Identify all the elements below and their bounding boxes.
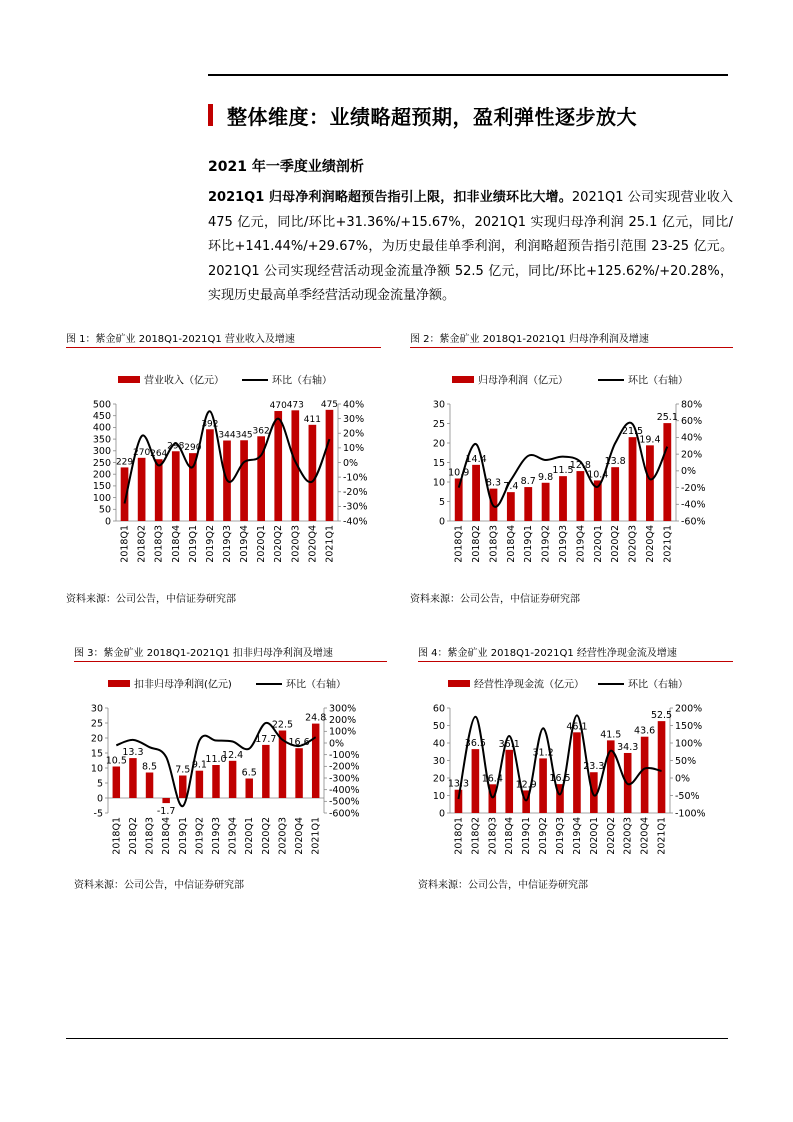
- right-axis-tick-label: 100%: [675, 738, 703, 750]
- legend-bar-label: 营业收入（亿元）: [144, 375, 224, 387]
- bar-2018Q4: [505, 750, 513, 813]
- category-label: 2021Q1: [324, 525, 336, 563]
- bar-2018Q2: [129, 758, 136, 798]
- left-axis-tick-label: 500: [92, 399, 111, 411]
- paragraph-lead: 2021Q1 归母净利润略超预告指引上限，扣非业绩环比大增。: [208, 190, 572, 205]
- right-axis-tick-label: -100%: [329, 749, 360, 761]
- data-label: 362: [252, 426, 270, 437]
- bar-2019Q1: [524, 487, 532, 521]
- right-axis-tick-label: -40%: [343, 516, 368, 528]
- bar-2021Q1: [663, 423, 671, 521]
- bar-2021Q1: [312, 724, 319, 798]
- data-label: 10.9: [448, 467, 470, 479]
- legend-bar-swatch: [108, 680, 130, 687]
- figure-3-source: 资料来源：公司公告，中信证券研究部: [74, 880, 244, 891]
- category-label: 2018Q1: [453, 525, 465, 563]
- data-label: 470: [269, 401, 287, 412]
- category-label: 2019Q2: [540, 525, 552, 563]
- bar-2018Q3: [146, 773, 153, 799]
- category-label: 2020Q3: [277, 817, 289, 855]
- right-axis-tick-label: 150%: [675, 720, 703, 732]
- category-label: 2019Q1: [521, 817, 533, 855]
- right-axis-tick-label: 20%: [343, 428, 365, 440]
- figure-4-rule: [418, 661, 733, 662]
- right-axis-tick-label: -200%: [329, 761, 360, 773]
- legend-line-label: 环比（右轴）: [628, 679, 688, 691]
- category-label: 2019Q4: [571, 817, 583, 855]
- left-axis-tick-label: 20: [432, 438, 445, 450]
- bar-2018Q3: [155, 459, 163, 521]
- category-label: 2020Q3: [290, 525, 302, 563]
- subsection-title: 2021 年一季度业绩剖析: [208, 159, 364, 175]
- left-axis-tick-label: 200: [92, 469, 111, 481]
- left-axis-tick-label: -5: [93, 808, 103, 820]
- data-label: 13.8: [604, 456, 626, 468]
- data-label: 14.4: [465, 453, 487, 465]
- bar-2020Q4: [295, 748, 302, 798]
- bar-2019Q2: [539, 758, 547, 813]
- bar-2018Q4: [172, 451, 180, 521]
- left-axis-tick-label: 15: [90, 748, 103, 760]
- figure-3-title: 图 3：紫金矿业 2018Q1-2021Q1 扣非归母净利润及增速: [74, 648, 333, 659]
- category-label: 2020Q1: [244, 817, 256, 855]
- left-axis-tick-label: 0: [96, 793, 103, 805]
- category-label: 2018Q2: [471, 525, 483, 563]
- category-label: 2019Q3: [211, 817, 222, 855]
- category-label: 2018Q4: [170, 525, 182, 563]
- data-label: 411: [303, 414, 321, 425]
- data-label: 16.4: [481, 773, 503, 785]
- category-label: 2020Q4: [639, 817, 651, 855]
- data-label: 16.6: [288, 737, 310, 749]
- category-label: 2019Q4: [227, 817, 239, 855]
- data-label: 13.3: [122, 747, 144, 759]
- bar-2020Q2: [262, 745, 269, 798]
- data-label: 11.5: [552, 465, 574, 477]
- category-label: 2019Q1: [523, 525, 535, 563]
- left-axis-tick-label: 350: [92, 434, 111, 446]
- right-axis-tick-label: -600%: [329, 808, 360, 820]
- data-label: 298: [167, 441, 185, 452]
- bar-2019Q2: [542, 483, 550, 521]
- bar-2020Q4: [309, 425, 317, 521]
- category-label: 2020Q3: [622, 817, 634, 855]
- data-label: 475: [320, 399, 339, 410]
- data-label: 25.1: [656, 412, 678, 424]
- left-axis-tick-label: 400: [92, 422, 111, 434]
- left-axis-tick-label: 20: [90, 733, 103, 745]
- left-axis-tick-label: 0: [104, 516, 111, 528]
- bar-2020Q3: [629, 437, 637, 521]
- left-axis-tick-label: 30: [90, 703, 103, 715]
- right-axis-tick-label: 80%: [681, 399, 703, 411]
- data-label: 344: [218, 430, 236, 441]
- left-axis-tick-label: 250: [92, 457, 111, 469]
- bar-2019Q3: [559, 476, 567, 521]
- left-axis: [93, 399, 116, 527]
- right-axis-tick-label: -300%: [329, 773, 360, 785]
- data-label: 392: [201, 419, 219, 430]
- right-axis-tick-label: 20%: [681, 449, 703, 461]
- data-label: 24.8: [305, 712, 327, 724]
- right-axis: [324, 703, 360, 819]
- right-axis: [670, 703, 706, 819]
- data-label: 345: [235, 430, 253, 441]
- data-label: 12.4: [222, 749, 244, 761]
- chart-legend: [118, 374, 332, 387]
- data-label: 7.4: [503, 481, 519, 493]
- bar-2019Q4: [573, 732, 581, 813]
- data-label: 473: [286, 400, 304, 411]
- right-axis-tick-label: -20%: [681, 482, 706, 494]
- category-label: 2018Q4: [161, 817, 173, 855]
- category-label: 2019Q1: [187, 525, 199, 563]
- left-axis-tick-label: 10: [432, 790, 445, 802]
- bar-2018Q4: [507, 492, 515, 521]
- category-label: 2021Q1: [310, 817, 322, 855]
- data-label: 13.3: [447, 778, 470, 790]
- bar-2020Q2: [611, 467, 619, 521]
- category-label: 2020Q4: [307, 525, 319, 563]
- legend-line-label: 环比（右轴）: [272, 375, 332, 387]
- left-axis-tick-label: 300: [92, 446, 111, 458]
- data-label: -1.7: [156, 806, 176, 818]
- bar-series: [121, 410, 334, 521]
- figure-1-source: 资料来源：公司公告，中信证券研究部: [66, 594, 236, 605]
- category-label: 2018Q3: [153, 525, 165, 563]
- bar-2019Q4: [240, 440, 248, 521]
- data-label: 34.3: [617, 741, 639, 753]
- legend-line-label: 环比（右轴）: [628, 375, 688, 387]
- left-axis-tick-label: 150: [92, 481, 111, 493]
- left-axis-tick-label: 0: [438, 516, 445, 528]
- bar-2018Q2: [138, 458, 146, 521]
- left-axis-tick-label: 5: [438, 496, 445, 508]
- right-axis-tick-label: 100%: [329, 726, 357, 738]
- left-axis-tick-label: 50: [432, 720, 445, 732]
- data-label: 43.6: [634, 725, 656, 737]
- right-axis-tick-label: 50%: [675, 755, 697, 767]
- right-axis-tick-label: -400%: [329, 784, 360, 796]
- figure-4: [418, 647, 733, 662]
- right-axis-tick-label: 0%: [681, 466, 697, 478]
- category-label: 2018Q1: [119, 525, 131, 563]
- category-label: 2020Q2: [610, 525, 622, 563]
- bar-2019Q4: [576, 471, 584, 521]
- figure-3: [74, 647, 387, 662]
- bar-2020Q4: [646, 445, 654, 521]
- right-axis-tick-label: -100%: [675, 808, 706, 820]
- deducted-profit-chart: [74, 672, 387, 872]
- right-axis-tick-label: 0%: [675, 773, 691, 785]
- bottom-rule: [66, 1038, 728, 1039]
- figure-1-title: 图 1：紫金矿业 2018Q1-2021Q1 营业收入及增速: [66, 334, 295, 345]
- bar-2018Q2: [472, 749, 480, 813]
- data-label: 11.0: [205, 754, 227, 765]
- right-axis-tick-label: 300%: [329, 703, 357, 715]
- category-label: 2021Q1: [662, 525, 674, 563]
- category-label: 2019Q2: [194, 817, 206, 855]
- category-label: 2018Q1: [453, 817, 465, 855]
- category-label: 2018Q2: [470, 817, 482, 855]
- bar-2019Q4: [229, 761, 236, 798]
- data-label: 46.1: [566, 721, 588, 733]
- category-label: 2020Q1: [592, 525, 604, 563]
- legend-bar-label: 经营性净现金流（亿元）: [474, 679, 584, 691]
- heading-marker: [208, 104, 213, 126]
- bar-2020Q1: [245, 779, 252, 799]
- right-axis-tick-label: -10%: [343, 472, 368, 484]
- figure-3-rule: [74, 661, 387, 662]
- body-paragraph: [208, 186, 733, 309]
- top-rule: [208, 74, 728, 76]
- data-label: 10.4: [587, 469, 609, 481]
- data-label: 12.9: [515, 779, 537, 791]
- bar-2019Q1: [179, 776, 186, 799]
- net-profit-chart: [410, 366, 733, 588]
- right-axis-tick-label: 30%: [343, 413, 365, 425]
- data-label: 10.5: [105, 755, 127, 767]
- section-heading: [208, 100, 637, 130]
- data-label: 22.5: [271, 719, 294, 731]
- left-axis-tick-label: 30: [432, 399, 445, 411]
- right-axis-tick-label: -500%: [329, 796, 360, 808]
- category-label: 2018Q2: [127, 817, 139, 855]
- chart-legend: [452, 374, 688, 387]
- data-label: 12.8: [569, 460, 591, 472]
- figure-2-title: 图 2：紫金矿业 2018Q1-2021Q1 归母净利润及增速: [410, 334, 649, 345]
- bar-2021Q1: [326, 410, 334, 521]
- bar-2018Q1: [113, 767, 120, 799]
- left-axis-tick-label: 25: [90, 718, 103, 730]
- figure-2-source: 资料来源：公司公告，中信证券研究部: [410, 594, 580, 605]
- data-label: 19.4: [639, 434, 661, 446]
- right-axis-tick-label: 40%: [681, 432, 703, 444]
- category-label: 2018Q3: [488, 525, 500, 563]
- figure-4-source: 资料来源：公司公告，中信证券研究部: [418, 880, 588, 891]
- category-label: 2018Q4: [505, 525, 517, 563]
- bar-2018Q1: [455, 790, 463, 813]
- right-axis-tick-label: -30%: [343, 501, 368, 513]
- legend-bar-label: 扣非归母净利润(亿元): [134, 679, 232, 691]
- data-label: 9.8: [538, 471, 554, 483]
- data-label: 52.5: [650, 710, 673, 722]
- data-label: 6.5: [241, 767, 257, 779]
- data-label: 290: [184, 443, 202, 454]
- left-axis-tick-label: 15: [432, 457, 445, 469]
- figure-2: [410, 333, 733, 348]
- category-label: 2019Q4: [575, 525, 587, 563]
- operating-cashflow-chart: [418, 672, 733, 872]
- bar-2021Q1: [658, 721, 666, 813]
- legend-bar-label: 归母净利润（亿元）: [478, 375, 568, 387]
- bar-2020Q2: [274, 411, 282, 521]
- right-axis-tick-label: 40%: [343, 399, 365, 411]
- left-axis-tick-label: 5: [96, 778, 103, 790]
- data-label: 41.5: [600, 729, 622, 741]
- category-label: 2019Q2: [538, 817, 550, 855]
- legend-bar-swatch: [118, 376, 140, 383]
- figure-2-rule: [410, 347, 733, 348]
- category-label: 2018Q1: [111, 817, 123, 855]
- figure-1-rule: [66, 347, 381, 348]
- data-label: 36.5: [464, 738, 486, 750]
- category-label: 2020Q2: [605, 817, 617, 855]
- right-axis-tick-label: 0%: [343, 457, 359, 469]
- data-label: 21.5: [621, 426, 644, 438]
- data-label: 9.1: [191, 759, 207, 771]
- right-axis-tick-label: 200%: [329, 714, 357, 726]
- left-axis-tick-label: 40: [432, 738, 445, 750]
- data-labels: [106, 713, 327, 818]
- category-label: 2021Q1: [656, 817, 668, 855]
- left-axis-tick-label: 10: [90, 763, 103, 775]
- left-axis-tick-label: 50: [98, 504, 111, 516]
- category-label: 2020Q3: [627, 525, 639, 563]
- right-axis-tick-label: 200%: [675, 703, 703, 715]
- left-axis: [433, 399, 450, 527]
- right-axis-tick-label: -50%: [675, 790, 700, 802]
- left-axis-tick-label: 30: [432, 755, 445, 767]
- data-label: 264: [150, 449, 168, 460]
- left-axis-tick-label: 25: [432, 418, 445, 430]
- category-label: 2019Q1: [177, 817, 189, 855]
- section-title: 整体维度：业绩略超预期，盈利弹性逐步放大: [227, 104, 637, 129]
- left-axis-tick-label: 20: [432, 773, 445, 785]
- data-label: 23.3: [583, 761, 605, 773]
- chart-legend: [108, 678, 346, 691]
- legend-bar-swatch: [452, 376, 474, 383]
- category-label: 2018Q4: [504, 817, 516, 855]
- left-axis-tick-label: 60: [432, 703, 445, 715]
- data-label: 229: [115, 457, 134, 468]
- legend-bar-swatch: [448, 680, 470, 687]
- data-label: 17.7: [255, 733, 277, 745]
- data-label: 16.5: [549, 773, 571, 785]
- data-label: 8.5: [141, 761, 158, 773]
- data-label: 8.3: [485, 477, 502, 489]
- data-label: 270: [133, 447, 151, 458]
- category-label: 2018Q3: [144, 817, 156, 855]
- category-label: 2020Q2: [260, 817, 272, 855]
- left-axis-tick-label: 100: [92, 492, 111, 504]
- revenue-chart: [66, 366, 381, 588]
- category-labels: [120, 525, 336, 563]
- category-label: 2019Q3: [555, 817, 566, 855]
- category-label: 2020Q1: [256, 525, 268, 563]
- data-label: 36.1: [498, 738, 520, 750]
- category-labels: [453, 817, 667, 855]
- category-label: 2019Q4: [239, 525, 251, 563]
- category-label: 2018Q3: [487, 817, 499, 855]
- right-axis-tick-label: 0%: [329, 738, 345, 750]
- left-axis-tick-label: 10: [432, 477, 445, 489]
- bar-2019Q2: [196, 771, 203, 798]
- chart-legend: [448, 678, 688, 691]
- paragraph-body: 2021Q1 公司实现营业收入 475 亿元，同比/环比+31.36%/+15.67%，2021Q1 实现归母净利润 25.1 亿元，同比/环比+141.44%/+29.67%，为历史最佳单季利润，利润略超预告指引范围 23-25 亿元。2021Q1 公司实现经营活动现金流量净额 52.5 亿元，同比/环比+125.62%/+20.28%，实现历史最高单季经营活动现金流量净额。: [208, 190, 733, 303]
- data-labels: [448, 710, 672, 790]
- right-axis: [338, 399, 368, 527]
- data-label: 8.7: [520, 476, 536, 488]
- category-label: 2020Q1: [588, 817, 600, 855]
- bar-2018Q4: [162, 798, 169, 803]
- category-label: 2020Q4: [294, 817, 306, 855]
- figure-4-title: 图 4：紫金矿业 2018Q1-2021Q1 经营性净现金流及增速: [418, 648, 677, 659]
- figure-1: [66, 333, 381, 348]
- left-axis-tick-label: 450: [92, 411, 111, 422]
- category-label: 2020Q2: [273, 525, 285, 563]
- category-label: 2018Q2: [136, 525, 148, 563]
- left-axis-tick-label: 0: [438, 808, 445, 820]
- data-label: 31.2: [532, 747, 554, 759]
- right-axis: [676, 399, 706, 527]
- category-label: 2020Q4: [644, 525, 656, 563]
- right-axis-tick-label: 60%: [681, 416, 703, 428]
- left-axis: [433, 703, 450, 819]
- right-axis-tick-label: 10%: [343, 443, 365, 455]
- category-label: 2019Q2: [204, 525, 216, 563]
- category-label: 2019Q3: [558, 525, 569, 563]
- right-axis-tick-label: -40%: [681, 499, 706, 511]
- data-label: 7.5: [175, 764, 191, 776]
- category-labels: [454, 525, 674, 563]
- category-label: 2019Q3: [222, 525, 233, 563]
- bar-2020Q4: [641, 737, 649, 813]
- bar-2019Q3: [212, 765, 219, 798]
- bar-2019Q2: [206, 429, 214, 521]
- category-labels: [111, 817, 321, 855]
- right-axis-tick-label: -20%: [343, 487, 368, 499]
- legend-line-label: 环比（右轴）: [286, 679, 346, 691]
- right-axis-tick-label: -60%: [681, 516, 706, 528]
- bar-2018Q2: [472, 465, 480, 521]
